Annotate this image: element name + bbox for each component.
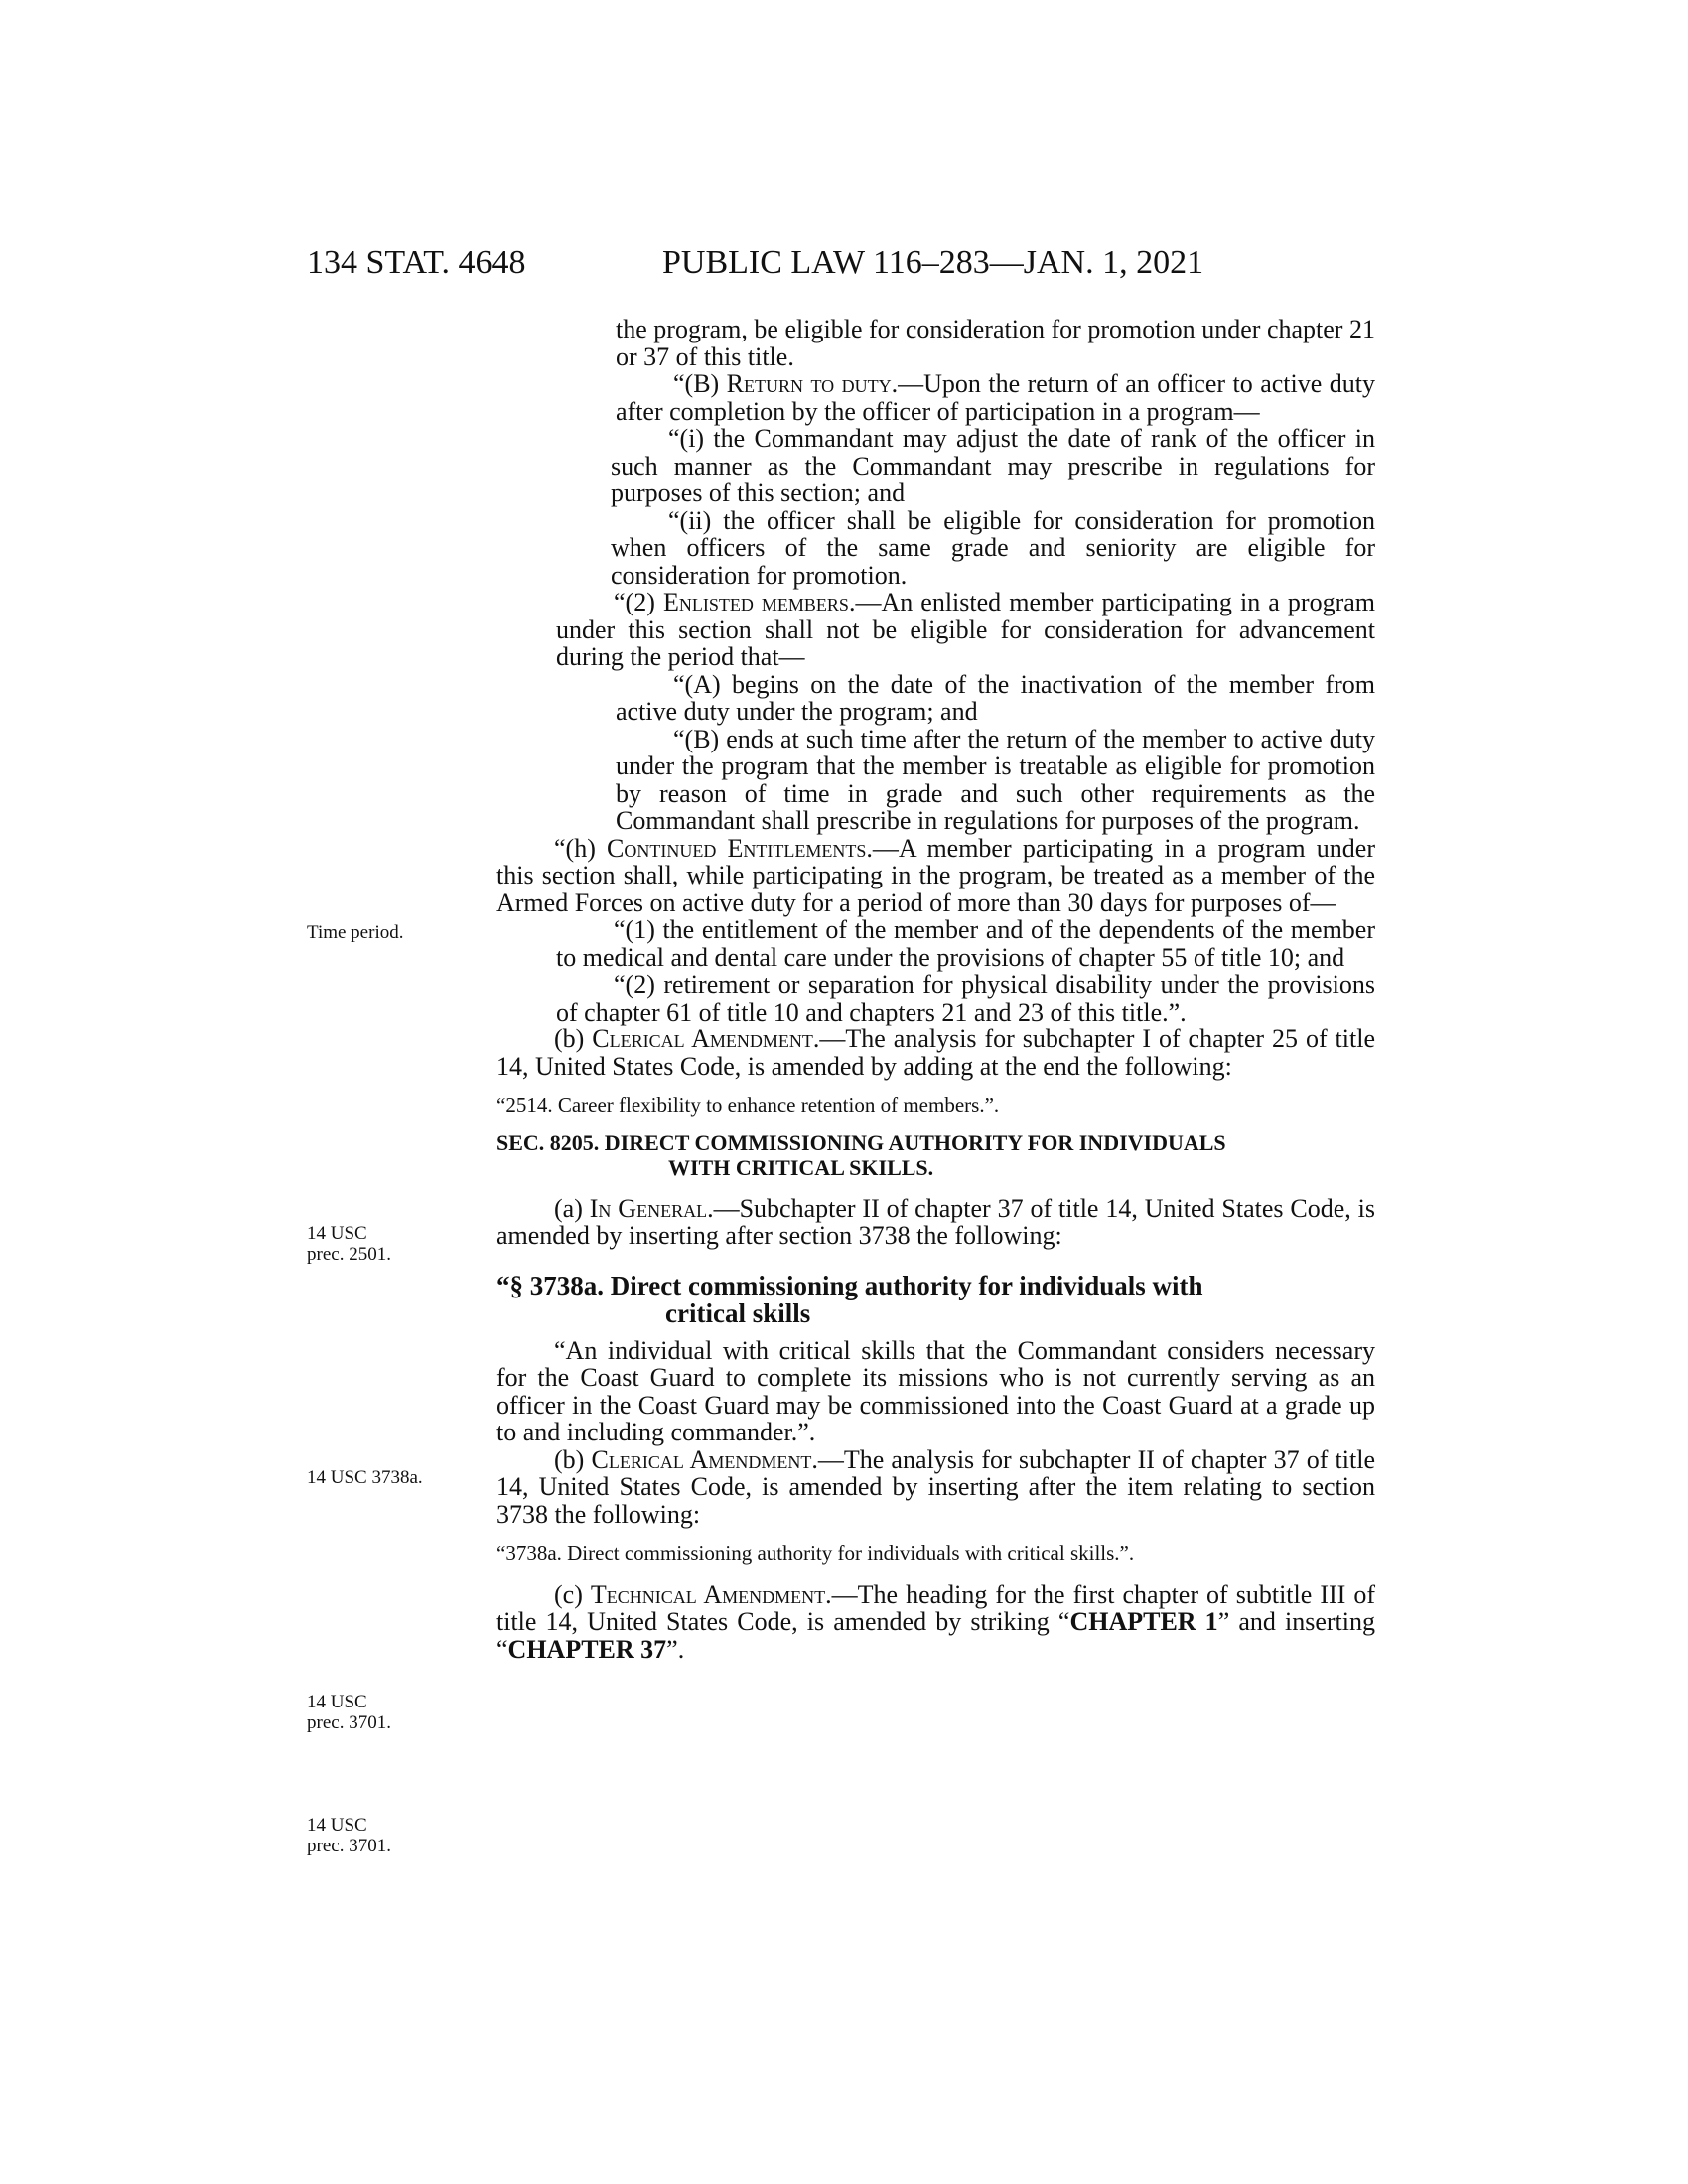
section-heading: SEC. 8205. DIRECT COMMISSIONING AUTHORITY FOR INDIVIDUALS WITH CRITICAL SKILLS. xyxy=(496,1129,1226,1180)
margin-note-usc-2501 xyxy=(307,1223,391,1265)
margin-note-line: 14 USC xyxy=(307,1223,367,1244)
table-of-contents-item: “3738a. Direct commissioning authority for individuals with critical skills.”. xyxy=(496,1541,1135,1565)
page-header xyxy=(0,244,1688,288)
paragraph: “(B) Return to duty.—Upon the return of an officer to active duty after completion by the officer of participation in a program— xyxy=(616,369,1375,426)
paragraph: “(B) ends at such time after the return of the member to active duty under the program that the member is treatable as eligible for promotion by reason of time in grade and such other requirements as the Commandant shall prescribe in regulations for purposes of the program. xyxy=(616,724,1375,835)
margin-note-line: prec. 2501. xyxy=(307,1244,391,1265)
paragraph: “(2) Enlisted members.—An enlisted member participating in a program under this section shall not be eligible for consideration for advancement during the period that— xyxy=(556,588,1376,671)
paragraph: “(i) the Commandant may adjust the date of rank of the officer in such manner as the Commandant may prescribe in regulations for purposes of this section; and xyxy=(611,424,1375,507)
table-of-contents-item: “2514. Career flexibility to enhance retention of members.”. xyxy=(496,1093,1000,1117)
paragraph: the program, be eligible for consideration for promotion under chapter 21 or 37 of this title. xyxy=(616,315,1375,371)
paragraph: (b) Clerical Amendment.—The analysis for subchapter II of chapter 37 of title 14, United States Code, is amended by inserting after the item relating to section 3738 the following: xyxy=(496,1444,1375,1529)
paragraph: “(2) retirement or separation for physical disability under the provisions of chapter 61 of title 10 and chapters 21 and 23 of this title.”. xyxy=(556,970,1375,1026)
paragraph: (b) Clerical Amendment.—The analysis for subchapter I of chapter 25 of title 14, United States Code, is amended by adding at the end the following: xyxy=(496,1024,1375,1081)
margin-note-usc-3701-b xyxy=(307,1815,391,1856)
stat-page-number: 134 STAT. 4648 xyxy=(307,244,526,281)
paragraph: “An individual with critical skills that the Commandant considers necessary for the Coast Guard to complete its missions who is not currently serving as an officer in the Coast Guard may be commissioned into the Coast Guard at a grade up to and including commander.”. xyxy=(496,1335,1375,1446)
margin-note-line: 14 USC xyxy=(307,1692,367,1712)
paragraph: “(ii) the officer shall be eligible for consideration for promotion when officers of the same grade and seniority are eligible for consideration for promotion. xyxy=(611,505,1375,590)
margin-note-line: prec. 3701. xyxy=(307,1836,391,1856)
public-law-citation: PUBLIC LAW 116–283—JAN. 1, 2021 xyxy=(662,244,1204,281)
margin-note-usc-3701-a xyxy=(307,1692,391,1733)
margin-note-line: 14 USC xyxy=(307,1815,367,1836)
paragraph: “(1) the entitlement of the member and of the dependents of the member to medical and dental care under the provisions of chapter 55 of title 10; and xyxy=(556,915,1375,972)
paragraph: “(A) begins on the date of the inactivation of the member from active duty under the program; and xyxy=(616,669,1375,726)
margin-note-line: prec. 3701. xyxy=(307,1712,391,1733)
margin-note-time-period: Time period. xyxy=(307,922,404,943)
margin-note-usc-3738a: 14 USC 3738a. xyxy=(307,1467,423,1488)
paragraph: (a) In General.—Subchapter II of chapter 37 of title 14, United States Code, is amended by inserting after section 3738 the following: xyxy=(496,1193,1375,1250)
subsection-heading: “§ 3738a. Direct commissioning authority for individuals with critical skills xyxy=(496,1270,1203,1328)
document-body xyxy=(496,316,1375,1663)
paragraph: “(h) Continued Entitlements.—A member participating in a program under this section shall, while participating in the program, be treated as a member of the Armed Forces on active duty for a period of more than 30 days for purposes of— xyxy=(496,833,1376,917)
paragraph: (c) Technical Amendment.—The heading for the first chapter of subtitle III of title 14, United States Code, is amended by striking “CHAPTER 1” and inserting “CHAPTER 37”. xyxy=(496,1579,1375,1664)
